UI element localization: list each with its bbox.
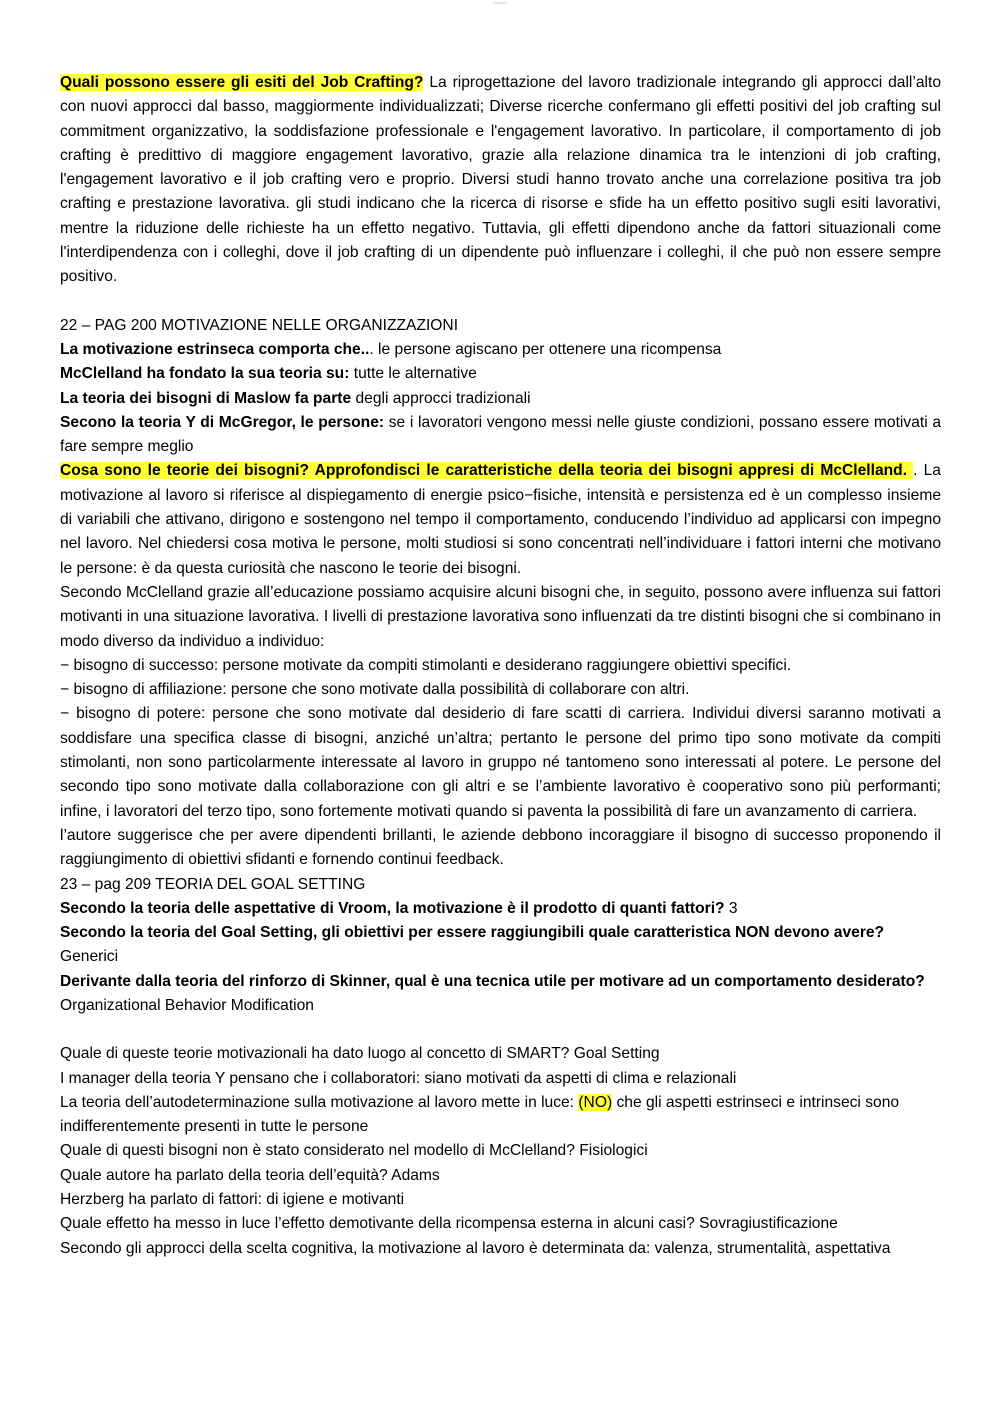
qa-question: Secondo la teoria delle aspettative di Vroom, la motivazione è il prodotto di quanti fattori? <box>60 899 725 917</box>
qa-line <box>60 897 941 921</box>
qa-answer: 3 <box>724 899 738 917</box>
need-item: − bisogno di potere: persone che sono motivate dal desiderio di fare scatti di carriera. Individui diversi saranno motivati a soddisfare una specifica classe di bisogni, anziché un’altra; pertanto le persone del primo tipo sono motivate da compiti stimolanti, non sono particolarmente interessate al lavoro in gruppo né tantomeno sono interessati al potere. Le persone del secondo tipo sono motivate dalla collaborazione con gli altri e se l’ambiente lavorativo è cooperativo sono più performanti; infine, i lavoratori del terzo tipo, sono fortemente motivati quando si paventa la possibilità di fare un avanzamento di carriera. <box>60 705 941 820</box>
plain-qa-line: Quale di questi bisogni non è stato considerato nel modello di McClelland? Fisiologici <box>60 1142 648 1160</box>
autodet-text-after: che gli aspetti estrinseci e intrinseci sono indifferentemente presenti in tutte le persone <box>60 1093 900 1136</box>
qa-question: Secono la teoria Y di McGregor, le persone: <box>60 413 385 431</box>
autodet-text: La teoria dell’autodeterminazione sulla motivazione al lavoro mette in luce: <box>60 1093 579 1111</box>
job-crafting-question: Quali possono essere gli esiti del Job Crafting? <box>60 74 424 91</box>
mcclelland-conclusion: l’autore suggerisce che per avere dipendenti brillanti, le aziende debbono incoraggiare il bisogno di successo proponendo il raggiungimento di obiettivi sfidanti e fornendo continui feedback. <box>60 826 941 869</box>
qa-line <box>60 970 941 1019</box>
plain-qa-line: Quale di queste teorie motivazionali ha dato luogo al concetto di SMART? Goal Setting <box>60 1045 660 1063</box>
plain-qa-line: Quale effetto ha messo in luce l’effetto demotivante della ricompensa esterna in alcuni casi? Sovragiustificazione <box>60 1215 838 1233</box>
autodet-highlight: (NO) <box>578 1093 613 1111</box>
spacer <box>60 290 941 314</box>
job-crafting-answer: La riprogettazione del lavoro tradizionale integrando gli approcci dall’alto con nuovi approcci dal basso, maggiormente individualizzati; Diverse ricerche confermano gli effetti positivi del job crafting sul commitment organizzativo, la soddisfazione professionale e l'engagement lavorativo. In particolare, il comportamento di job crafting è predittivo di maggiore engagement lavorativo, grazie alla relazione dinamica tra le intenzioni di job crafting, l'engagement lavorativo e il job crafting vero e proprio. Diversi studi hanno trovato anche una correlazione positiva tra job crafting e prestazione lavorativa. gli studi indicano che la ricerca di risorse e sfide ha un effetto positivo sugli esiti lavorativi, mentre la riduzione delle richieste ha un effetto negativo. Tuttavia, gli effetti dipendono anche da fattori situazionali come l'interdipendenza con i colleghi, dove il job crafting di un dipendente può influenzare i colleghi, il che può non essere sempre positivo. <box>60 74 941 286</box>
need-item: − bisogno di successo: persone motivate da compiti stimolanti e desiderano raggiungere obiettivi specifici. <box>60 656 792 674</box>
plain-qa-line: Herzberg ha parlato di fattori: di igiene e motivanti <box>60 1191 405 1209</box>
qa-line <box>60 362 941 386</box>
section-22-heading: 22 – PAG 200 MOTIVAZIONE NELLE ORGANIZZAZIONI <box>60 316 459 334</box>
spacer <box>60 1018 941 1042</box>
qa-question: McClelland ha fondato la sua teoria su: <box>60 365 350 383</box>
qa-question: La motivazione estrinseca comporta che.. <box>60 340 370 358</box>
qa-answer: degli approcci tradizionali <box>351 389 531 407</box>
mcclelland-answer: . La motivazione al lavoro si riferisce al dispiegamento di energie psico−fisiche, intensità e persistenza ed è un complesso insieme di variabili che attivano, dirigono e sostengono nel tempo il comportamento, conducendo l’individuo ad applicarsi con impegno nel lavoro. Nel chiedersi cosa motiva le persone, molti studiosi si sono concentrati nell’individuare i fattori interni che motivano le persone: è da questa curiosità che nascono le teorie dei bisogni. <box>60 462 941 577</box>
qa-answer: . le persone agiscano per ottenere una ricompensa <box>369 340 722 358</box>
qa-line <box>60 411 941 460</box>
qa-answer: se i lavoratori vengono messi nelle giuste condizioni, possano essere motivati a fare sempre meglio <box>60 413 941 456</box>
qa-question: La teoria dei bisogni di Maslow fa parte <box>60 389 352 407</box>
mcclelland-intro: Secondo McClelland grazie all’educazione possiamo acquisire alcuni bisogni che, in seguito, possono avere influenza sui fattori motivanti in una situazione lavorativa. I livelli di prestazione lavorativa sono influenzati da tre distinti bisogni che si combinano in modo diverso da individuo a individuo: <box>60 583 941 650</box>
plain-qa-line: Quale autore ha parlato della teoria dell’equità? Adams <box>60 1166 440 1184</box>
mcclelland-question: Cosa sono le teorie dei bisogni? Approfondisci le caratteristiche della teoria dei bisogni appresi di McClelland. <box>60 462 914 480</box>
qa-line <box>60 387 941 411</box>
mcclelland-question-paragraph <box>60 459 941 580</box>
qa-question: Derivante dalla teoria del rinforzo di Skinner, qual è una tecnica utile per motivare ad un comportamento desiderato? <box>60 972 925 990</box>
qa-line <box>60 338 941 362</box>
plain-qa-line: Secondo gli approcci della scelta cognitiva, la motivazione al lavoro è determinata da: valenza, strumentalità, aspettativa <box>60 1239 891 1257</box>
need-item: − bisogno di affiliazione: persone che sono motivate dalla possibilità di collaborare con altri. <box>60 681 690 699</box>
plain-qa-line: I manager della teoria Y pensano che i collaboratori: siano motivati da aspetti di clima e relazionali <box>60 1069 737 1087</box>
qa-question: Secondo la teoria del Goal Setting, gli obiettivi per essere raggiungibili quale caratteristica NON devono avere? <box>60 924 885 942</box>
qa-answer: tutte le alternative <box>349 365 477 383</box>
autodeterminazione-line <box>60 1091 941 1140</box>
document-page <box>60 71 941 1261</box>
job-crafting-paragraph <box>60 71 941 290</box>
page-header-mark: bianchi <box>493 0 507 5</box>
qa-line <box>60 921 941 970</box>
qa-answer: Generici <box>60 948 119 966</box>
section-23-heading: 23 – pag 209 TEORIA DEL GOAL SETTING <box>60 875 366 893</box>
qa-answer: Organizational Behavior Modification <box>60 996 314 1014</box>
